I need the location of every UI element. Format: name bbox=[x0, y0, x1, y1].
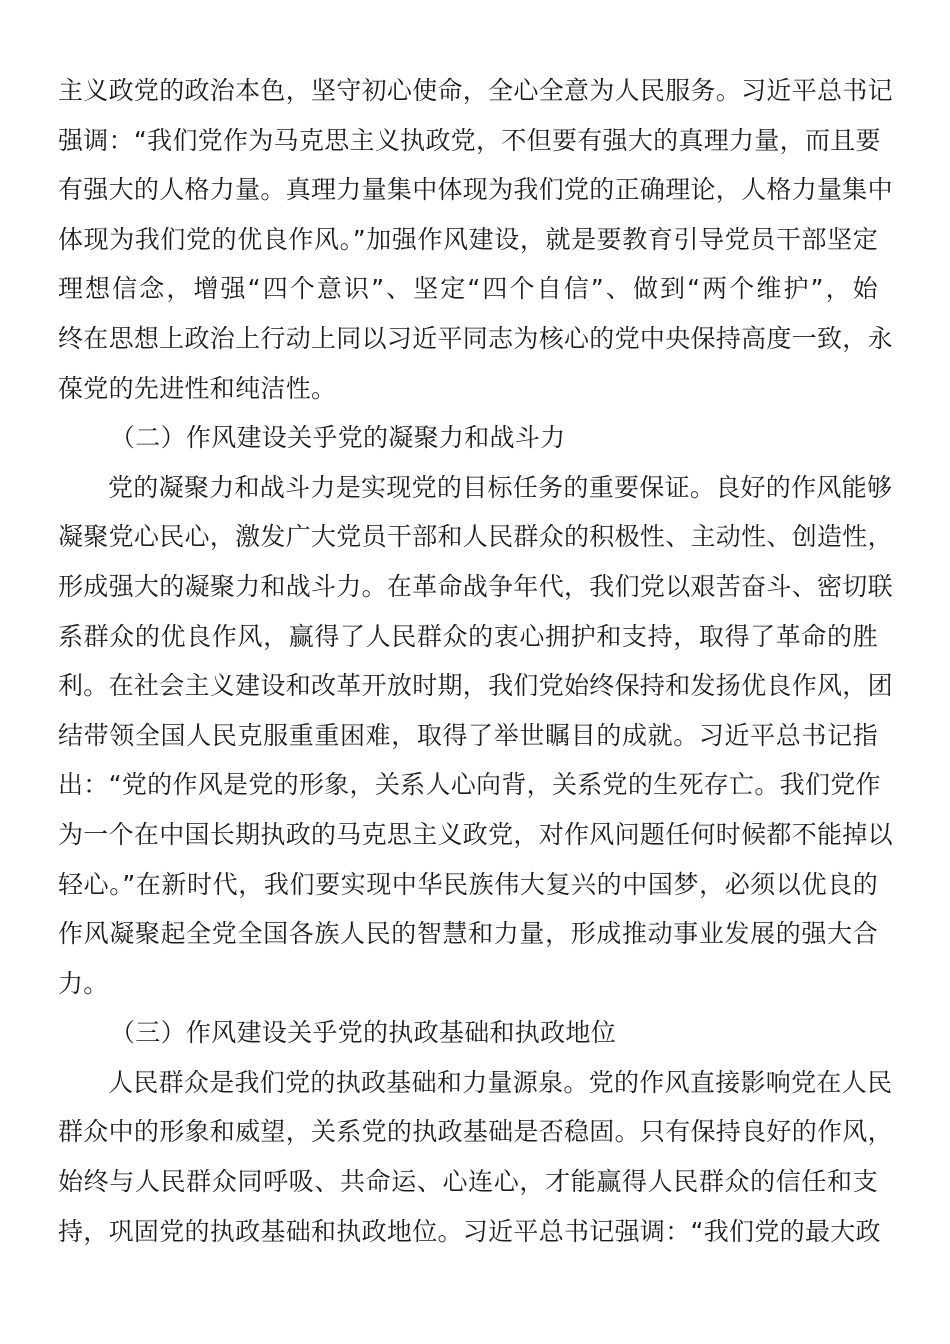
text-line: 持，巩固党的执政基础和执政地位。习近平总书记强调：“我们党的最大政 bbox=[58, 1216, 881, 1246]
text-line: 为一个在中国长期执政的马克思主义政党，对作风问题任何时候都不能掉以 bbox=[58, 819, 893, 849]
text-line: 体现为我们党的优良作风。”加强作风建设，就是要教育引导党员干部坚定 bbox=[58, 224, 878, 254]
text-line: 形成强大的凝聚力和战斗力。在革命战争年代，我们党以艰苦奋斗、密切联 bbox=[58, 571, 893, 601]
text-line: 理想信念，增强“四个意识”、坚定“四个自信”、做到“两个维护”，始 bbox=[58, 274, 878, 304]
document-page bbox=[58, 66, 893, 1256]
text-line: 主义政党的政治本色，坚守初心使命，全心全意为人民服务。习近平总书记 bbox=[58, 76, 893, 105]
text-line: 轻心。”在新时代，我们要实现中华民族伟大复兴的中国梦，必须以优良的 bbox=[58, 869, 878, 899]
section-heading-2: （二）作风建设关乎党的凝聚力和战斗力 bbox=[110, 423, 566, 453]
text-line: 作风凝聚起全党全国各族人民的智慧和力量，形成推动事业发展的强大合 bbox=[58, 919, 878, 949]
text-line: 始终与人民群众同呼吸、共命运、心连心，才能赢得人民群众的信任和支 bbox=[58, 1167, 878, 1197]
text-line: 终在思想上政治上行动上同以习近平同志为核心的党中央保持高度一致，永 bbox=[58, 323, 893, 353]
text-line: 葆党的先进性和纯洁性。 bbox=[58, 373, 337, 403]
text-line: 力。 bbox=[58, 968, 109, 998]
text-line: 凝聚党心民心，激发广大党员干部和人民群众的积极性、主动性、创造性， bbox=[58, 522, 893, 552]
paragraph-first-line: 人民群众是我们党的执政基础和力量源泉。党的作风直接影响党在人民 bbox=[108, 1067, 893, 1097]
text-line: 系群众的优良作风，赢得了人民群众的衷心拥护和支持，取得了革命的胜 bbox=[58, 621, 878, 651]
section-heading-3: （三）作风建设关乎党的执政基础和执政地位 bbox=[110, 1018, 617, 1048]
text-line: 群众中的形象和威望，关系党的执政基础是否稳固。只有保持良好的作风， bbox=[58, 1117, 893, 1147]
text-line: 强调：“我们党作为马克思主义执政党，不但要有强大的真理力量，而且要 bbox=[58, 125, 881, 155]
text-line: 结带领全国人民克服重重困难，取得了举世瞩目的成就。习近平总书记指 bbox=[58, 720, 878, 750]
paragraph-first-line: 党的凝聚力和战斗力是实现党的目标任务的重要保证。良好的作风能够 bbox=[108, 472, 893, 502]
text-line: 利。在社会主义建设和改革开放时期，我们党始终保持和发扬优良作风，团 bbox=[58, 671, 893, 701]
text-line: 出：“党的作风是党的形象，关系人心向背，关系党的生死存亡。我们党作 bbox=[58, 770, 881, 800]
text-line: 有强大的人格力量。真理力量集中体现为我们党的正确理论，人格力量集中 bbox=[58, 175, 893, 205]
